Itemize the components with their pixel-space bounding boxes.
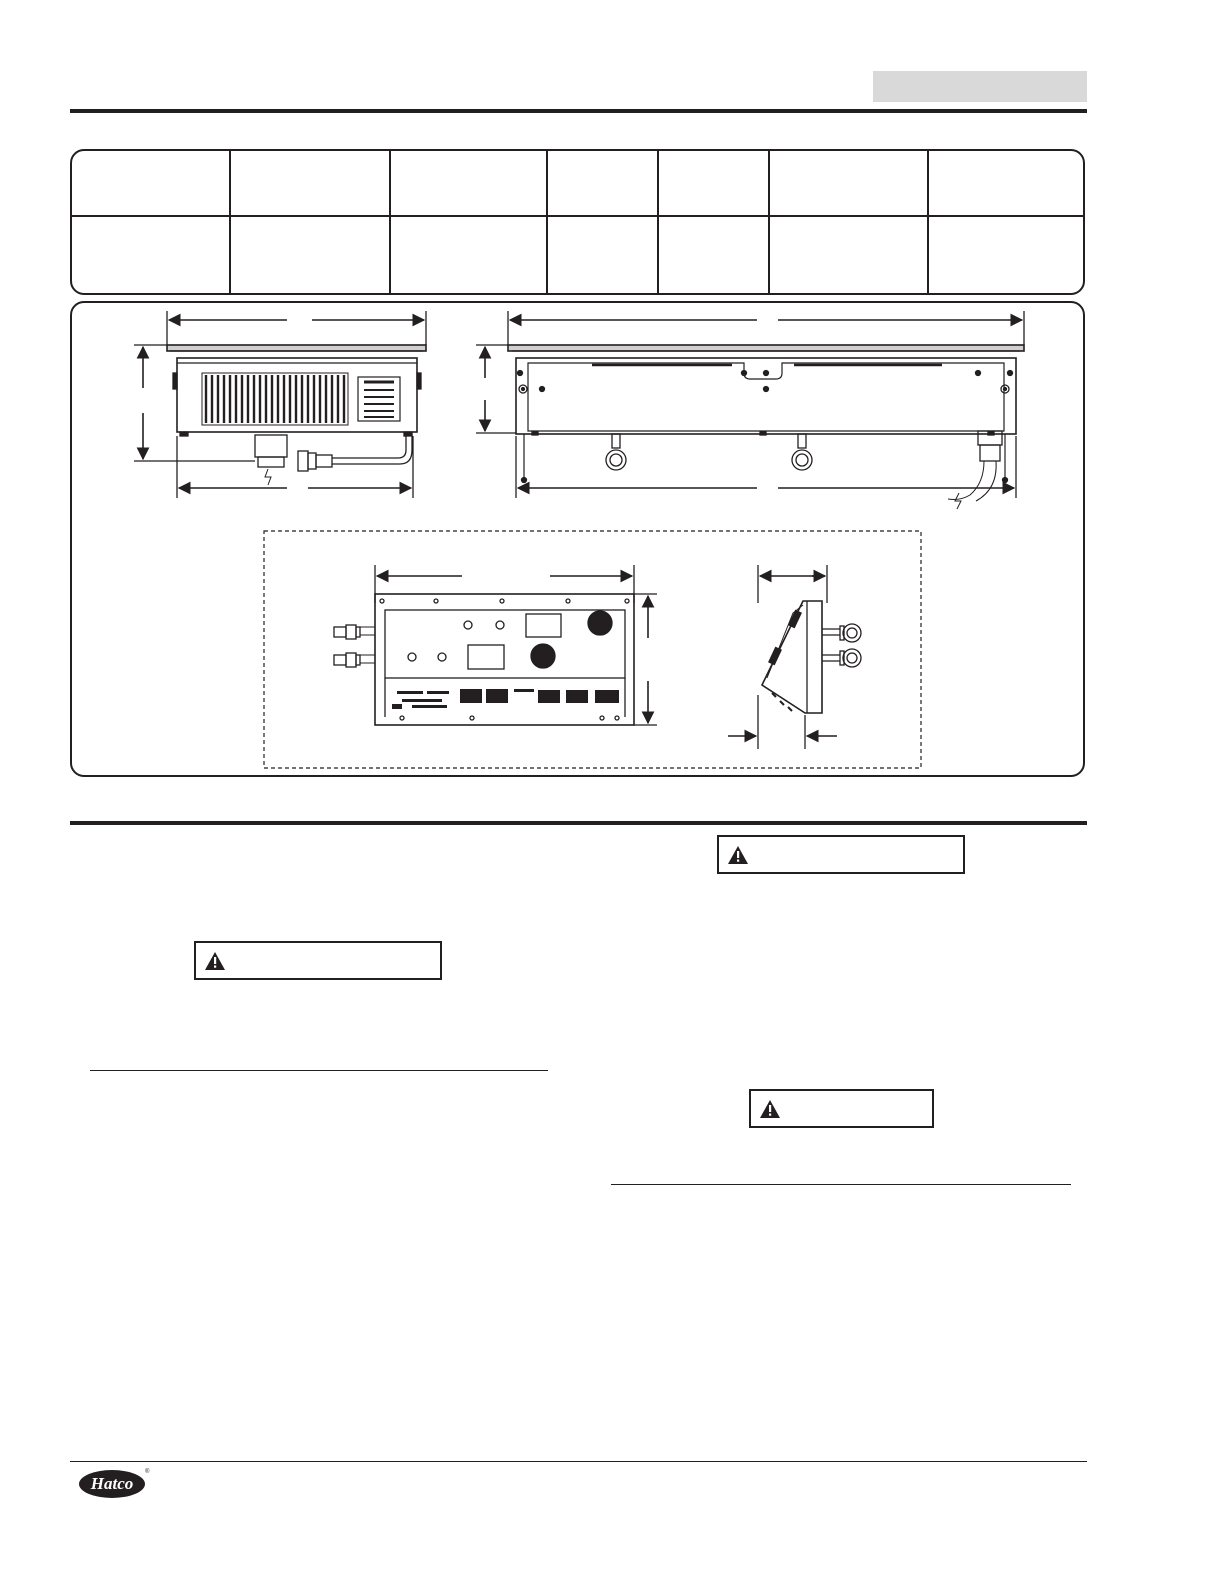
control-box-detail: [264, 531, 921, 768]
section-tab: [873, 71, 1087, 102]
hatco-logo: [78, 1467, 150, 1499]
warning-triangle-icon: [759, 1099, 781, 1119]
control-box-front-view: [334, 565, 657, 725]
specifications-table: [70, 149, 1085, 295]
warning-box-1: [717, 835, 965, 874]
dimension-drawings: [72, 303, 1083, 775]
dimension-drawings-panel: [70, 301, 1085, 777]
warning-triangle-icon: [727, 845, 749, 865]
subsection-rule-right: [611, 1184, 1071, 1185]
warning-box-3: [749, 1089, 934, 1128]
warning-triangle-icon: [204, 951, 226, 971]
header-rule: [70, 109, 1087, 113]
logo-text: Hatco: [90, 1474, 134, 1493]
logo-registered-mark: ®: [145, 1469, 150, 1475]
subsection-rule-left: [90, 1070, 548, 1071]
control-box-side-view: [728, 565, 861, 749]
section-rule: [70, 821, 1087, 825]
side-view-drawing: [134, 311, 426, 498]
front-view-drawing: [476, 311, 1024, 509]
footer-rule: [70, 1461, 1087, 1462]
warning-box-2: [194, 941, 442, 980]
